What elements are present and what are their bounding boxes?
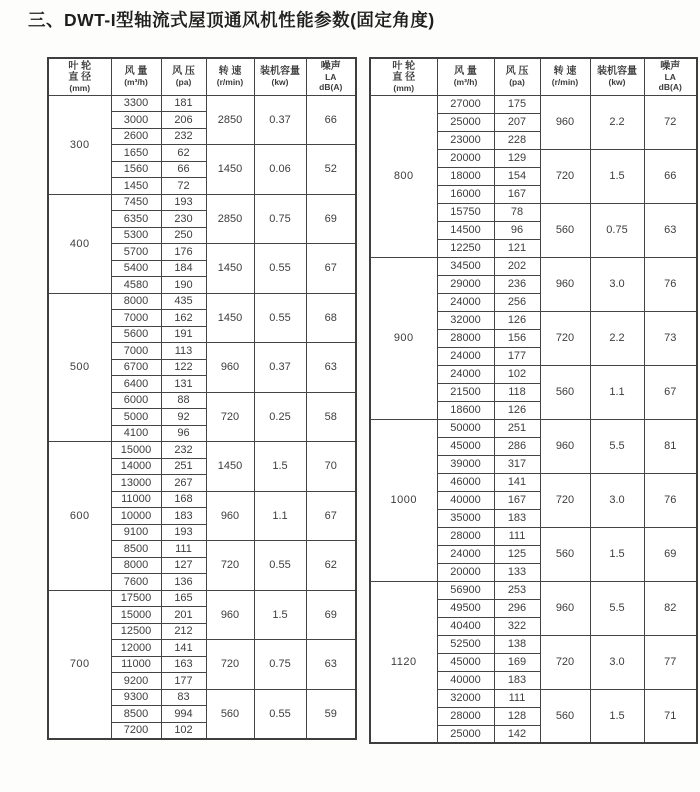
pressure-cell: 162 [161, 310, 206, 327]
noise-cell: 76 [644, 473, 697, 527]
airflow-cell: 1560 [111, 161, 161, 178]
speed-cell: 560 [540, 203, 590, 257]
tables-container [47, 57, 698, 744]
pressure-cell: 256 [494, 293, 540, 311]
pressure-cell: 129 [494, 149, 540, 167]
speed-cell: 960 [540, 581, 590, 635]
power-cell: 0.55 [254, 541, 306, 591]
pressure-cell: 191 [161, 326, 206, 343]
speed-cell: 1450 [206, 293, 254, 343]
pressure-cell: 128 [494, 707, 540, 725]
diameter-cell: 1120 [370, 581, 437, 743]
airflow-cell: 28000 [437, 329, 494, 347]
airflow-cell: 45000 [437, 653, 494, 671]
pressure-cell: 201 [161, 607, 206, 624]
noise-cell: 67 [306, 244, 356, 294]
speed-cell: 560 [540, 527, 590, 581]
pressure-cell: 131 [161, 376, 206, 393]
noise-cell: 82 [644, 581, 697, 635]
column-header-speed [206, 58, 254, 95]
speed-cell: 960 [206, 491, 254, 541]
airflow-cell: 21500 [437, 383, 494, 401]
column-header-line: (pa) [509, 77, 525, 88]
pressure-cell: 177 [494, 347, 540, 365]
airflow-cell: 20000 [437, 149, 494, 167]
airflow-cell: 32000 [437, 311, 494, 329]
pressure-cell: 230 [161, 211, 206, 228]
diameter-cell: 400 [48, 194, 111, 293]
speed-cell: 1450 [206, 145, 254, 195]
pressure-cell: 125 [494, 545, 540, 563]
airflow-cell: 39000 [437, 455, 494, 473]
column-header-line: 叶 轮 [392, 60, 416, 72]
power-cell: 3.0 [590, 635, 644, 689]
column-header-power [254, 58, 306, 95]
noise-cell: 69 [644, 527, 697, 581]
power-cell: 1.5 [590, 149, 644, 203]
pressure-cell: 111 [494, 527, 540, 545]
pressure-cell: 253 [494, 581, 540, 599]
pressure-cell: 102 [161, 722, 206, 739]
speed-cell: 560 [540, 689, 590, 743]
noise-cell: 58 [306, 392, 356, 442]
column-header-diameter [370, 58, 437, 95]
airflow-cell: 15000 [111, 607, 161, 624]
pressure-cell: 167 [494, 491, 540, 509]
column-header-speed [540, 58, 590, 95]
column-header-line: 装机容量 [597, 66, 637, 78]
pressure-cell: 142 [494, 725, 540, 743]
speed-cell: 960 [540, 419, 590, 473]
power-cell: 3.0 [590, 257, 644, 311]
pressure-cell: 78 [494, 203, 540, 221]
pressure-cell: 102 [494, 365, 540, 383]
power-cell: 1.1 [590, 365, 644, 419]
pressure-cell: 184 [161, 260, 206, 277]
pressure-cell: 113 [161, 343, 206, 360]
column-header-line: (pa) [175, 77, 192, 88]
noise-cell: 67 [644, 365, 697, 419]
power-cell: 5.5 [590, 581, 644, 635]
pressure-cell: 111 [161, 541, 206, 558]
pressure-cell: 175 [494, 95, 540, 113]
airflow-cell: 15000 [111, 442, 161, 459]
airflow-cell: 28000 [437, 527, 494, 545]
pressure-cell: 286 [494, 437, 540, 455]
pressure-cell: 232 [161, 128, 206, 145]
column-header-line: dB(A) [319, 82, 343, 93]
column-header-noise [644, 58, 697, 95]
column-header-line: 风 压 [505, 66, 529, 78]
power-cell: 0.75 [590, 203, 644, 257]
airflow-cell: 17500 [111, 590, 161, 607]
speed-cell: 960 [540, 257, 590, 311]
column-header-line: 风 压 [172, 66, 195, 78]
pressure-cell: 141 [161, 640, 206, 657]
noise-cell: 66 [306, 95, 356, 145]
pressure-cell: 207 [494, 113, 540, 131]
pressure-cell: 322 [494, 617, 540, 635]
pressure-cell: 183 [494, 509, 540, 527]
column-header-line: 直 径 [392, 71, 416, 83]
pressure-cell: 193 [161, 524, 206, 541]
spec-table-left [47, 57, 357, 740]
column-header-line: dB(A) [658, 82, 682, 93]
airflow-cell: 5600 [111, 326, 161, 343]
column-header-line: 装机容量 [260, 66, 300, 78]
airflow-cell: 52500 [437, 635, 494, 653]
power-cell: 3.0 [590, 473, 644, 527]
pressure-cell: 167 [494, 185, 540, 203]
column-header-line: LA [664, 72, 676, 83]
column-header-line: 噪声 [660, 61, 681, 73]
pressure-cell: 118 [494, 383, 540, 401]
airflow-cell: 2600 [111, 128, 161, 145]
airflow-cell: 11000 [111, 656, 161, 673]
airflow-cell: 5700 [111, 244, 161, 261]
diameter-cell: 500 [48, 293, 111, 442]
power-cell: 0.55 [254, 293, 306, 343]
pressure-cell: 176 [161, 244, 206, 261]
pressure-cell: 168 [161, 491, 206, 508]
airflow-cell: 12250 [437, 239, 494, 257]
pressure-cell: 202 [494, 257, 540, 275]
pressure-cell: 317 [494, 455, 540, 473]
airflow-cell: 8000 [111, 293, 161, 310]
airflow-cell: 9100 [111, 524, 161, 541]
speed-cell: 720 [206, 392, 254, 442]
pressure-cell: 177 [161, 673, 206, 690]
pressure-cell: 267 [161, 475, 206, 492]
pressure-cell: 136 [161, 574, 206, 591]
airflow-cell: 9200 [111, 673, 161, 690]
power-cell: 0.55 [254, 244, 306, 294]
airflow-cell: 34500 [437, 257, 494, 275]
airflow-cell: 32000 [437, 689, 494, 707]
airflow-cell: 1650 [111, 145, 161, 162]
airflow-cell: 6350 [111, 211, 161, 228]
noise-cell: 72 [644, 95, 697, 149]
speed-cell: 720 [540, 311, 590, 365]
column-header-line: (kw) [608, 77, 626, 88]
column-header-airflow [437, 58, 494, 95]
pressure-cell: 228 [494, 131, 540, 149]
column-header-line: 叶 轮 [68, 60, 92, 72]
airflow-cell: 40000 [437, 671, 494, 689]
speed-cell: 720 [540, 635, 590, 689]
power-cell: 0.75 [254, 640, 306, 690]
airflow-cell: 3000 [111, 112, 161, 129]
airflow-cell: 25000 [437, 725, 494, 743]
airflow-cell: 50000 [437, 419, 494, 437]
pressure-cell: 156 [494, 329, 540, 347]
pressure-cell: 169 [494, 653, 540, 671]
column-header-power [590, 58, 644, 95]
power-cell: 0.55 [254, 689, 306, 739]
noise-cell: 59 [306, 689, 356, 739]
airflow-cell: 40000 [437, 491, 494, 509]
airflow-cell: 49500 [437, 599, 494, 617]
pressure-cell: 62 [161, 145, 206, 162]
noise-cell: 70 [306, 442, 356, 492]
pressure-cell: 88 [161, 392, 206, 409]
table-row [48, 293, 356, 310]
diameter-cell: 900 [370, 257, 437, 419]
airflow-cell: 16000 [437, 185, 494, 203]
noise-cell: 63 [644, 203, 697, 257]
noise-cell: 63 [306, 343, 356, 393]
pressure-cell: 83 [161, 689, 206, 706]
airflow-cell: 7000 [111, 310, 161, 327]
pressure-cell: 994 [161, 706, 206, 723]
column-header-line: 噪声 [320, 61, 341, 73]
column-header-line: (r/min) [216, 77, 244, 88]
diameter-cell: 300 [48, 95, 111, 194]
power-cell: 2.2 [590, 95, 644, 149]
airflow-cell: 7200 [111, 722, 161, 739]
column-header-line: 转 速 [553, 66, 577, 78]
pressure-cell: 111 [494, 689, 540, 707]
airflow-cell: 46000 [437, 473, 494, 491]
pressure-cell: 126 [494, 401, 540, 419]
airflow-cell: 9300 [111, 689, 161, 706]
airflow-cell: 8500 [111, 706, 161, 723]
column-header-diameter [48, 58, 111, 95]
noise-cell: 67 [306, 491, 356, 541]
speed-cell: 720 [540, 473, 590, 527]
airflow-cell: 27000 [437, 95, 494, 113]
airflow-cell: 3300 [111, 95, 161, 112]
noise-cell: 66 [644, 149, 697, 203]
diameter-cell: 1000 [370, 419, 437, 581]
pressure-cell: 206 [161, 112, 206, 129]
column-header-airflow [111, 58, 161, 95]
pressure-cell: 181 [161, 95, 206, 112]
header-row [370, 58, 697, 95]
power-cell: 0.75 [254, 194, 306, 244]
airflow-cell: 6400 [111, 376, 161, 393]
speed-cell: 960 [206, 590, 254, 640]
speed-cell: 560 [540, 365, 590, 419]
power-cell: 1.1 [254, 491, 306, 541]
airflow-cell: 45000 [437, 437, 494, 455]
pressure-cell: 250 [161, 227, 206, 244]
header-row [48, 58, 356, 95]
pressure-cell: 133 [494, 563, 540, 581]
pressure-cell: 138 [494, 635, 540, 653]
noise-cell: 77 [644, 635, 697, 689]
speed-cell: 960 [540, 95, 590, 149]
power-cell: 1.5 [590, 689, 644, 743]
pressure-cell: 183 [494, 671, 540, 689]
column-header-pressure [161, 58, 206, 95]
airflow-cell: 6700 [111, 359, 161, 376]
power-cell: 0.37 [254, 343, 306, 393]
noise-cell: 81 [644, 419, 697, 473]
table-row [370, 95, 697, 113]
diameter-cell: 700 [48, 590, 111, 739]
airflow-cell: 20000 [437, 563, 494, 581]
speed-cell: 720 [206, 640, 254, 690]
table-row [48, 442, 356, 459]
table-row [370, 419, 697, 437]
pressure-cell: 66 [161, 161, 206, 178]
speed-cell: 1450 [206, 244, 254, 294]
pressure-cell: 435 [161, 293, 206, 310]
airflow-cell: 12500 [111, 623, 161, 640]
speed-cell: 1450 [206, 442, 254, 492]
airflow-cell: 29000 [437, 275, 494, 293]
airflow-cell: 40400 [437, 617, 494, 635]
pressure-cell: 251 [161, 458, 206, 475]
pressure-cell: 193 [161, 194, 206, 211]
table-row [370, 581, 697, 599]
column-header-noise [306, 58, 356, 95]
airflow-cell: 8000 [111, 557, 161, 574]
airflow-cell: 35000 [437, 509, 494, 527]
airflow-cell: 28000 [437, 707, 494, 725]
pressure-cell: 183 [161, 508, 206, 525]
airflow-cell: 1450 [111, 178, 161, 195]
power-cell: 0.37 [254, 95, 306, 145]
airflow-cell: 56900 [437, 581, 494, 599]
pressure-cell: 96 [494, 221, 540, 239]
pressure-cell: 126 [494, 311, 540, 329]
power-cell: 5.5 [590, 419, 644, 473]
airflow-cell: 24000 [437, 545, 494, 563]
power-cell: 0.25 [254, 392, 306, 442]
pressure-cell: 212 [161, 623, 206, 640]
airflow-cell: 8500 [111, 541, 161, 558]
airflow-cell: 13000 [111, 475, 161, 492]
pressure-cell: 141 [494, 473, 540, 491]
speed-cell: 960 [206, 343, 254, 393]
pressure-cell: 163 [161, 656, 206, 673]
pressure-cell: 296 [494, 599, 540, 617]
table-row [48, 194, 356, 211]
speed-cell: 720 [206, 541, 254, 591]
power-cell: 1.5 [254, 442, 306, 492]
airflow-cell: 5300 [111, 227, 161, 244]
power-cell: 1.5 [590, 527, 644, 581]
column-header-line: (m³/h) [124, 77, 148, 88]
diameter-cell: 800 [370, 95, 437, 257]
airflow-cell: 4100 [111, 425, 161, 442]
column-header-pressure [494, 58, 540, 95]
airflow-cell: 14000 [111, 458, 161, 475]
noise-cell: 68 [306, 293, 356, 343]
column-header-line: (mm) [69, 82, 91, 93]
airflow-cell: 15750 [437, 203, 494, 221]
airflow-cell: 23000 [437, 131, 494, 149]
column-header-line: (mm) [393, 82, 415, 93]
airflow-cell: 7000 [111, 343, 161, 360]
noise-cell: 71 [644, 689, 697, 743]
column-header-line: (kw) [271, 77, 289, 88]
noise-cell: 73 [644, 311, 697, 365]
column-header-line: 转 速 [218, 66, 242, 78]
noise-cell: 69 [306, 194, 356, 244]
table-row [370, 257, 697, 275]
airflow-cell: 11000 [111, 491, 161, 508]
noise-cell: 76 [644, 257, 697, 311]
pressure-cell: 236 [494, 275, 540, 293]
airflow-cell: 10000 [111, 508, 161, 525]
diameter-cell: 600 [48, 442, 111, 591]
airflow-cell: 12000 [111, 640, 161, 657]
noise-cell: 62 [306, 541, 356, 591]
airflow-cell: 5400 [111, 260, 161, 277]
spec-table-right [369, 57, 698, 744]
airflow-cell: 4580 [111, 277, 161, 294]
pressure-cell: 232 [161, 442, 206, 459]
speed-cell: 2850 [206, 194, 254, 244]
pressure-cell: 121 [494, 239, 540, 257]
airflow-cell: 24000 [437, 293, 494, 311]
pressure-cell: 72 [161, 178, 206, 195]
pressure-cell: 96 [161, 425, 206, 442]
airflow-cell: 6000 [111, 392, 161, 409]
column-header-line: 直 径 [68, 71, 92, 83]
noise-cell: 69 [306, 590, 356, 640]
pressure-cell: 127 [161, 557, 206, 574]
table-row [48, 590, 356, 607]
airflow-cell: 5000 [111, 409, 161, 426]
airflow-cell: 18600 [437, 401, 494, 419]
speed-cell: 720 [540, 149, 590, 203]
column-header-line: (m³/h) [453, 77, 478, 88]
pressure-cell: 251 [494, 419, 540, 437]
airflow-cell: 18000 [437, 167, 494, 185]
speed-cell: 2850 [206, 95, 254, 145]
airflow-cell: 7450 [111, 194, 161, 211]
pressure-cell: 165 [161, 590, 206, 607]
noise-cell: 63 [306, 640, 356, 690]
airflow-cell: 24000 [437, 347, 494, 365]
column-header-line: (r/min) [551, 77, 579, 88]
pressure-cell: 92 [161, 409, 206, 426]
column-header-line: 风 量 [454, 66, 477, 78]
table-row [48, 95, 356, 112]
pressure-cell: 190 [161, 277, 206, 294]
airflow-cell: 24000 [437, 365, 494, 383]
noise-cell: 52 [306, 145, 356, 195]
pressure-cell: 122 [161, 359, 206, 376]
airflow-cell: 25000 [437, 113, 494, 131]
column-header-line: 风 量 [124, 66, 148, 78]
power-cell: 2.2 [590, 311, 644, 365]
airflow-cell: 14500 [437, 221, 494, 239]
speed-cell: 560 [206, 689, 254, 739]
pressure-cell: 154 [494, 167, 540, 185]
column-header-line: LA [325, 72, 337, 83]
airflow-cell: 7600 [111, 574, 161, 591]
power-cell: 0.06 [254, 145, 306, 195]
page-title: 三、DWT-I型轴流式屋顶通风机性能参数(固定角度) [28, 10, 435, 30]
power-cell: 1.5 [254, 590, 306, 640]
